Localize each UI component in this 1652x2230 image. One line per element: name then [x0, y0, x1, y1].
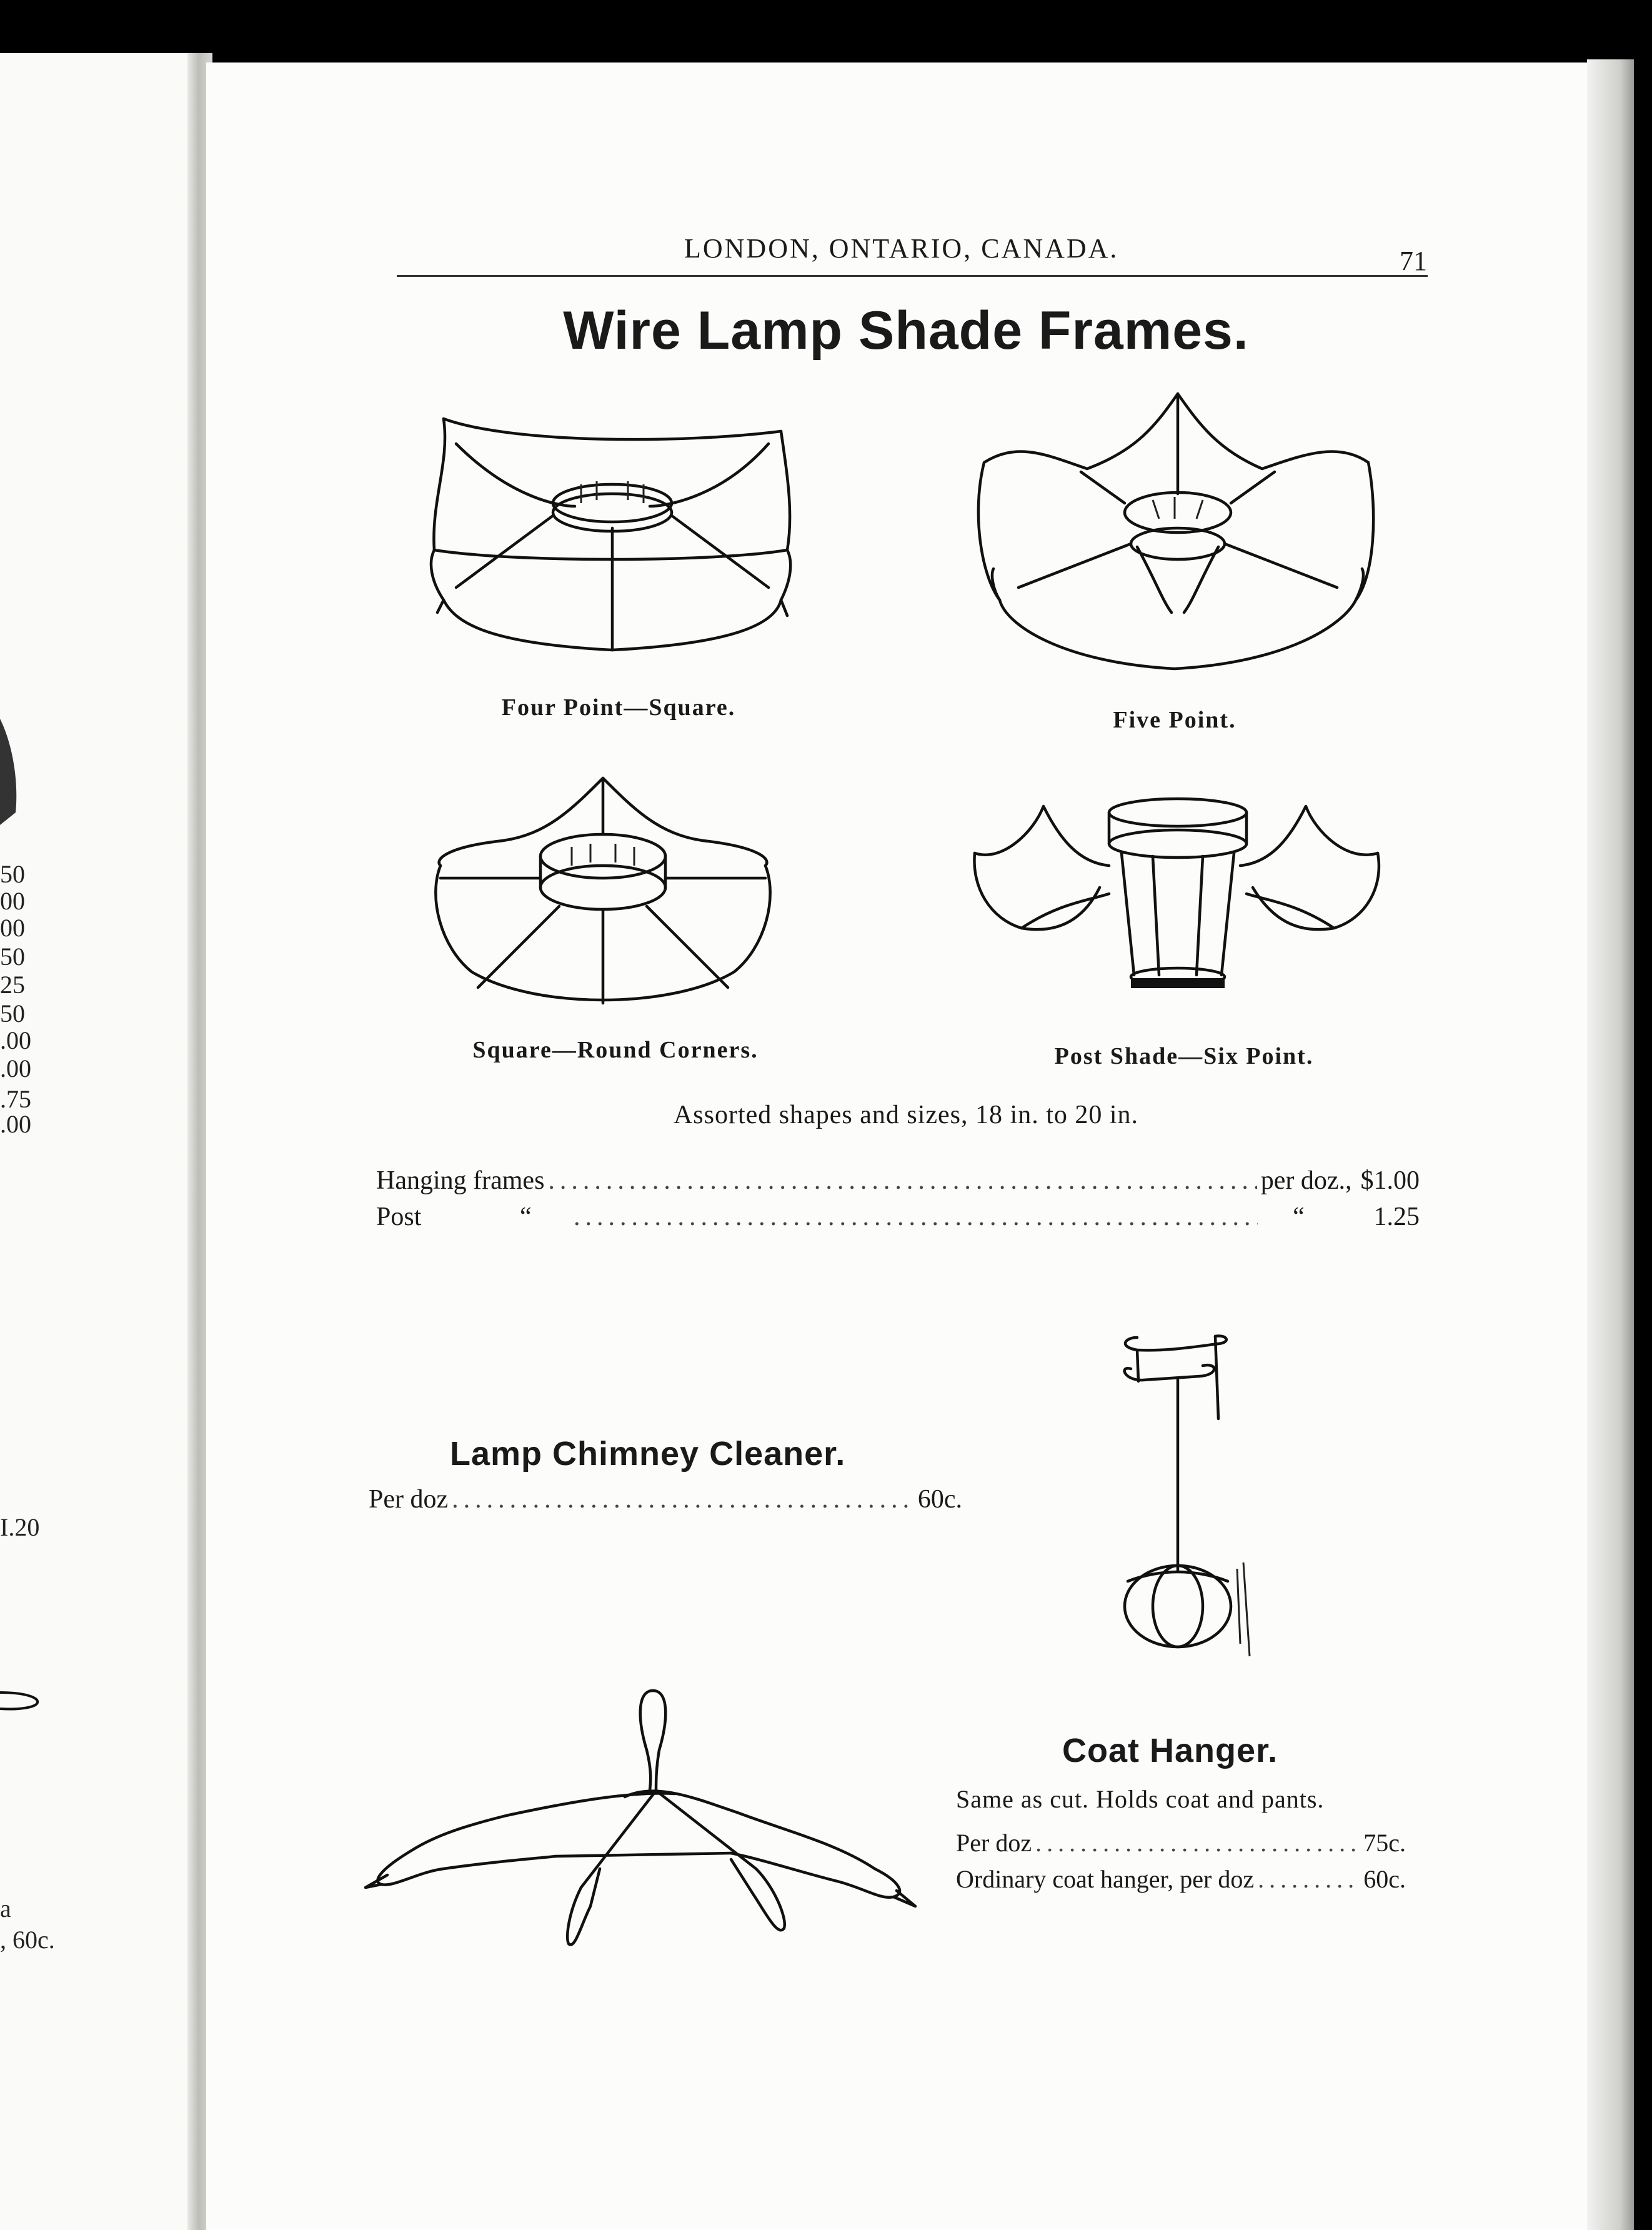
chimney-cleaner-illustration [1093, 1331, 1268, 1669]
coat-hanger-heading: Coat Hanger. [1062, 1732, 1278, 1769]
facing-price-3: 00 [0, 914, 25, 942]
ordinary-hanger-row [956, 1864, 1406, 1894]
coat-hanger-description: Same as cut. Holds coat and pants. [956, 1785, 1325, 1813]
page-number: 71 [1400, 246, 1427, 276]
facing-price-6: 50 [0, 999, 25, 1028]
facing-price-8: .00 [0, 1054, 31, 1082]
post-unit-ditto: “ [1293, 1202, 1305, 1231]
facing-letter: a [0, 1894, 11, 1922]
coat-hanger-illustration [362, 1681, 962, 1969]
facing-page [0, 53, 200, 2230]
facing-price-2: 00 [0, 887, 25, 915]
chimney-price: 60c. [917, 1485, 962, 1514]
four-point-square-illustration [419, 406, 806, 669]
page-edge [1587, 59, 1634, 2230]
five-point-illustration [968, 388, 1381, 675]
coat-hanger-per-doz-price: 75c. [1363, 1829, 1406, 1857]
post-label: Post [376, 1202, 422, 1231]
price-row-post [376, 1202, 1420, 1232]
facing-price-5: 25 [0, 971, 25, 999]
hanging-frames-price: $1.00 [1360, 1166, 1420, 1195]
leader-dots [548, 1166, 1256, 1196]
post-price: 1.25 [1373, 1202, 1420, 1231]
facing-price-10: .00 [0, 1110, 31, 1138]
facing-price-4: 50 [0, 942, 25, 971]
page-title: Wire Lamp Shade Frames. [563, 301, 1249, 361]
chimney-per-doz-label: Per doz [369, 1485, 449, 1514]
ordinary-hanger-price: 60c. [1363, 1865, 1406, 1893]
facing-price-9: .75 [0, 1085, 31, 1113]
chimney-cleaner-price-row [369, 1484, 962, 1514]
caption-four-point-square: Four Point—Square. [501, 694, 736, 721]
facing-price-11: I.20 [0, 1513, 40, 1541]
caption-five-point: Five Point. [1113, 707, 1237, 733]
facing-tail: , 60c. [0, 1926, 55, 1954]
chimney-cleaner-heading: Lamp Chimney Cleaner. [450, 1435, 846, 1472]
hanging-frames-label: Hanging frames [376, 1166, 545, 1195]
facing-wire-fragment [0, 1681, 44, 1719]
hanging-frames-unit: per doz., [1260, 1166, 1352, 1195]
caption-post-shade-six-point: Post Shade—Six Point. [1054, 1043, 1314, 1069]
header-rule [397, 275, 1428, 277]
price-row-hanging-frames [376, 1166, 1420, 1196]
running-head: LONDON, ONTARIO, CANADA. [684, 233, 1119, 264]
facing-price-7: .00 [0, 1026, 31, 1054]
leader-dots [1035, 1828, 1360, 1858]
caption-square-round-corners: Square—Round Corners. [472, 1037, 759, 1063]
coat-hanger-per-doz-row [956, 1828, 1406, 1858]
ordinary-hanger-label: Ordinary coat hanger, per doz [956, 1865, 1255, 1893]
leader-dots [1258, 1864, 1360, 1894]
square-round-corners-illustration [422, 772, 781, 1009]
leader-dots [574, 1202, 1258, 1232]
post-shade-six-point-illustration [965, 794, 1390, 1000]
facing-engraving-edge [0, 706, 25, 831]
facing-price-1: 50 [0, 860, 25, 888]
assorted-sizes-note: Assorted shapes and sizes, 18 in. to 20 in. [673, 1101, 1139, 1129]
leader-dots [452, 1484, 914, 1514]
post-ditto: “ [520, 1202, 532, 1231]
coat-hanger-per-doz-label: Per doz [956, 1829, 1032, 1857]
